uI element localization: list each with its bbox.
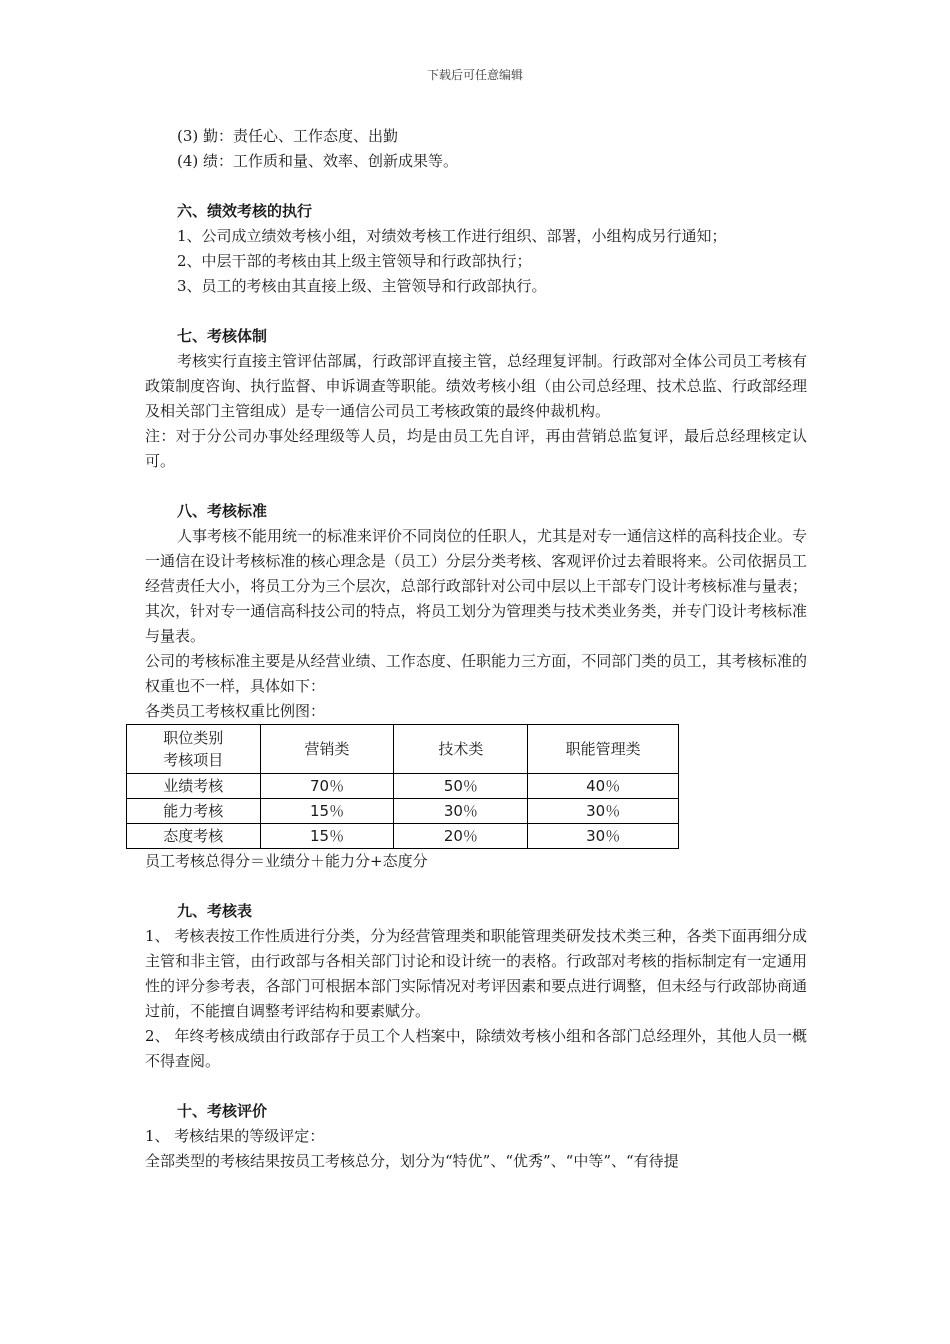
score-formula: 员工考核总得分＝业绩分＋能力分+态度分 [145, 852, 428, 870]
table-cell: 40％ [528, 774, 679, 799]
section-6-title: 六、绩效考核的执行 [177, 202, 313, 220]
weights-table-caption: 各类员工考核权重比例图： [145, 702, 326, 720]
section-7-note: 注：对于分公司办事处经理级等人员，均是由员工先自评，再由营销总监复评，最后总经理核定认可。 [145, 427, 807, 470]
section-9-item-1: 1、 考核表按工作性质进行分类，分为经营管理类和职能管理类研发技术类三种，各类下面再细分成主管和非主管，由行政部与各相关部门讨论和设计统一的表格。行政部对考核的指标制定有一定通用性的评分参考表，各部门可根据本部门实际情况对考评因素和要点进行调整，但未经与行政部协商通过前，不能擅自调整考评结构和要素赋分。 [145, 927, 807, 1020]
table-row [127, 774, 679, 799]
section-6-item-2: 2、中层干部的考核由其上级主管领导和行政部执行； [177, 252, 532, 270]
table-cell: 50％ [394, 774, 528, 799]
section-7-title: 七、考核体制 [177, 327, 268, 345]
section-8-title: 八、考核标准 [177, 502, 268, 520]
corner-bottom-label: 考核项目 [163, 751, 224, 769]
table-cell: 15％ [260, 799, 394, 824]
column-header-marketing: 营销类 [260, 725, 394, 774]
page-header: 下载后可任意编辑 [426, 68, 523, 82]
table-row [127, 799, 679, 824]
table-cell: 15％ [260, 824, 394, 849]
table-row [127, 824, 679, 849]
table-corner-cell [127, 725, 261, 774]
column-header-technical: 技术类 [394, 725, 528, 774]
weights-table [126, 724, 679, 849]
section-8-paragraph-1: 人事考核不能用统一的标准来评价不同岗位的任职人，尤其是对专一通信这样的高科技企业。专一通信在设计考核标准的核心理念是（员工）分层分类考核、客观评价过去着眼将来。公司依据员工经营责任大小，将员工分为三个层次，总部行政部针对公司中层以上干部专门设计考核标准与量表；其次，针对专一通信高科技公司的特点，将员工划分为管理类与技术类业务类，并专门设计考核标准与量表。 [145, 527, 808, 645]
intro-item-4: (4) 绩：工作质和量、效率、创新成果等。 [177, 152, 459, 170]
table-cell: 70％ [260, 774, 394, 799]
section-9-title: 九、考核表 [177, 902, 253, 920]
column-header-management: 职能管理类 [528, 725, 679, 774]
table-cell: 20％ [394, 824, 528, 849]
table-cell: 30％ [528, 824, 679, 849]
section-10-paragraph: 全部类型的考核结果按员工考核总分，划分为“特优”、“优秀”、“中等”、“有待提 [145, 1152, 679, 1170]
corner-top-label: 职位类别 [163, 729, 224, 747]
table-cell: 30％ [394, 799, 528, 824]
intro-item-3: (3) 勤：责任心、工作态度、出勤 [177, 127, 399, 145]
row-label: 业绩考核 [127, 774, 261, 799]
document-body [145, 124, 807, 1174]
section-6-item-3: 3、员工的考核由其直接上级、主管领导和行政部执行。 [177, 277, 547, 295]
section-9-item-2: 2、 年终考核成绩由行政部存于员工个人档案中，除绩效考核小组和各部门总经理外，其他人员一概不得查阅。 [145, 1027, 807, 1070]
section-6-item-1: 1、公司成立绩效考核小组，对绩效考核工作进行组织、部署，小组构成另行通知； [177, 227, 727, 245]
row-label: 态度考核 [127, 824, 261, 849]
section-10-title: 十、考核评价 [177, 1102, 268, 1120]
table-cell: 30％ [528, 799, 679, 824]
section-8-paragraph-2: 公司的考核标准主要是从经营业绩、工作态度、任职能力三方面，不同部门类的员工，其考核标准的权重也不一样，具体如下： [145, 652, 807, 695]
row-label: 能力考核 [127, 799, 261, 824]
section-10-item-1: 1、 考核结果的等级评定： [145, 1127, 325, 1145]
section-7-paragraph: 考核实行直接主管评估部属，行政部评直接主管，总经理复评制。行政部对全体公司员工考核有政策制度咨询、执行监督、申诉调查等职能。绩效考核小组（由公司总经理、技术总监、行政部经理及相关部门主管组成）是专一通信公司员工考核政策的最终仲裁机构。 [145, 352, 808, 420]
table-header-row [127, 725, 679, 774]
